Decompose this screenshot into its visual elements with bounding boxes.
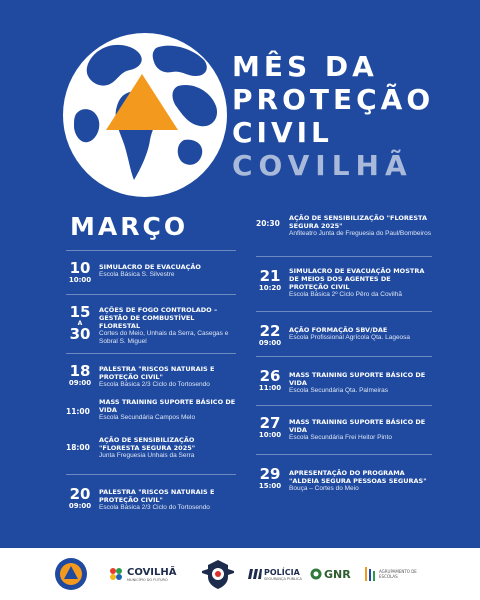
event-item — [256, 406, 432, 454]
schedule-right-column — [256, 210, 432, 499]
event-day: 26 — [259, 367, 281, 385]
event-day: 27 — [259, 414, 281, 432]
policia-logo-text: POLÍCIA — [264, 567, 300, 577]
event-time: 09:00 — [258, 339, 282, 347]
event-body — [99, 436, 236, 460]
event-location: Cortes do Meio, Unhais da Serra, Casegas e Sobral S. Miguel — [99, 330, 229, 345]
event-item — [256, 257, 432, 311]
event-date — [256, 324, 284, 348]
event-item — [256, 210, 432, 256]
event-item — [256, 312, 432, 356]
event-body — [99, 398, 236, 422]
fire-brigade-logo — [198, 548, 238, 600]
event-day: 10 — [69, 259, 91, 277]
event-location: Escola Secundária Frei Heitor Pinto — [289, 434, 392, 441]
event-item — [66, 398, 236, 436]
covilha-logo-text: COVILHÃ — [127, 566, 177, 578]
event-day: 18 — [69, 362, 91, 380]
event-day: 29 — [259, 465, 281, 483]
covilha-municipality-logo — [108, 548, 177, 600]
event-item — [66, 436, 236, 474]
event-title: APRESENTAÇÃO DO PROGRAMA "ALDEIA SEGURA PESSOAS SEGURAS" — [289, 469, 427, 485]
event-location: Escola Básica 2/3 Ciclo do Tortosendo — [99, 504, 210, 511]
school-group-logo — [364, 548, 427, 600]
event-body — [289, 322, 432, 342]
event-date — [256, 416, 284, 440]
event-day: 20 — [69, 485, 91, 503]
event-body — [99, 485, 236, 512]
event-location: Bouça – Cortes do Meio — [289, 485, 359, 492]
event-date — [66, 364, 94, 388]
event-title: MASS TRAINING SUPORTE BÁSICO DE VIDA — [289, 371, 426, 387]
event-body — [289, 214, 432, 238]
event-date-range — [66, 305, 94, 342]
event-location: Escola Básica 2º Ciclo Pêro da Covilhã — [289, 291, 402, 298]
psp-police-logo — [248, 548, 302, 600]
event-time: 09:00 — [68, 379, 92, 387]
event-body — [99, 364, 236, 389]
event-item — [66, 354, 236, 398]
event-day-start: 15 — [69, 303, 91, 321]
title-line-1: MÊS DA — [232, 50, 378, 83]
event-location: Anfiteatro Junta de Freguesia do Paul/Bombeiros — [289, 230, 432, 237]
event-title: AÇÕES DE FOGO CONTROLADO – GESTÃO DE COMBUSTÍVEL FLORESTAL — [99, 306, 218, 330]
event-item — [66, 475, 236, 519]
title-line-3: CIVIL — [232, 116, 333, 149]
gnr-logo — [310, 548, 351, 600]
event-title: PALESTRA "RISCOS NATURAIS E PROTEÇÃO CIVIL" — [99, 365, 215, 381]
event-title: AÇÃO DE SENSIBILIZAÇÃO "FLORESTA SEGURA 2025" — [289, 214, 427, 230]
event-location: Escola Secundária Qta. Palmeiras — [289, 387, 388, 394]
month-title: MARÇO — [70, 212, 189, 241]
event-date — [256, 467, 284, 491]
gnr-emblem-icon — [310, 568, 322, 580]
event-time: 10:00 — [258, 431, 282, 439]
event-title: AÇÃO DE SENSIBILIZAÇÃO "FLORESTA SEGURA 2025" — [99, 436, 196, 452]
event-time: 10:00 — [68, 276, 92, 284]
event-location: Escola Secundária Campos Melo — [99, 414, 196, 421]
event-date — [256, 269, 284, 293]
event-title: SIMULACRO DE EVACUAÇÃO MOSTRA DE MEIOS DOS AGENTES DE PROTEÇÃO CIVIL — [289, 267, 425, 291]
event-item — [256, 357, 432, 405]
schedule-left-column — [66, 210, 236, 519]
event-time: 10:20 — [258, 284, 282, 292]
event-location: Escola Profissional Agrícola Qta. Lageosa — [289, 334, 411, 341]
event-location: Junta Freguesia Unhais da Serra — [99, 452, 195, 459]
event-body — [99, 305, 236, 346]
event-time: 18:00 — [66, 443, 90, 452]
event-date — [66, 487, 94, 511]
school-group-logo-text: AGRUPAMENTO DE ESCOLAS — [379, 569, 417, 579]
partner-logo-bar — [0, 548, 480, 600]
event-body — [289, 465, 432, 493]
event-title: MASS TRAINING SUPORTE BÁSICO DE VIDA — [289, 418, 426, 434]
fire-brigade-crest-icon — [198, 557, 238, 591]
event-date — [256, 369, 284, 393]
gnr-logo-text: GNR — [324, 567, 351, 581]
event-body — [99, 261, 236, 279]
policia-logo-subtext: SEGURANÇA PÚBLICA — [264, 576, 302, 581]
covilha-logo-tagline: MUNICÍPIO DO FUTURO — [127, 577, 168, 582]
event-title — [232, 50, 472, 182]
title-line-2: PROTEÇÃO — [232, 83, 435, 116]
event-day-end: 30 — [69, 325, 91, 343]
school-group-symbol-icon — [364, 565, 376, 583]
globe-triangle-icon — [60, 30, 230, 200]
event-body — [289, 416, 432, 442]
event-item — [66, 295, 236, 353]
event-date — [66, 261, 94, 285]
event-time: 09:00 — [68, 502, 92, 510]
event-day: 22 — [259, 322, 281, 340]
event-title: AÇÃO FORMAÇÃO SBV/DAE — [289, 326, 388, 334]
event-item — [66, 251, 236, 294]
event-item — [256, 455, 432, 499]
event-day: 21 — [259, 267, 281, 285]
event-title: PALESTRA "RISCOS NATURAIS E PROTEÇÃO CIVIL" — [99, 488, 215, 504]
police-stripes-icon — [248, 569, 262, 579]
title-city: COVILHÃ — [232, 149, 413, 182]
event-time: 11:00 — [66, 407, 90, 416]
event-date-separator: A — [77, 320, 83, 327]
event-body — [289, 367, 432, 395]
event-location: Escola Básica 2/3 Ciclo do Tortosendo — [99, 381, 210, 388]
covilha-symbol-icon — [108, 566, 124, 582]
event-time: 15:00 — [258, 482, 282, 490]
event-location: Escola Básica S. Silvestre — [99, 271, 175, 278]
civil-protection-logo — [54, 548, 88, 600]
event-time: 20:30 — [256, 219, 280, 228]
civil-protection-emblem-icon — [54, 557, 88, 591]
event-title: MASS TRAINING SUPORTE BÁSICO DE VIDA — [99, 398, 236, 414]
event-body — [289, 267, 432, 299]
event-title: SIMULACRO DE EVACUAÇÃO — [99, 263, 201, 271]
event-time: 11:00 — [258, 384, 282, 392]
